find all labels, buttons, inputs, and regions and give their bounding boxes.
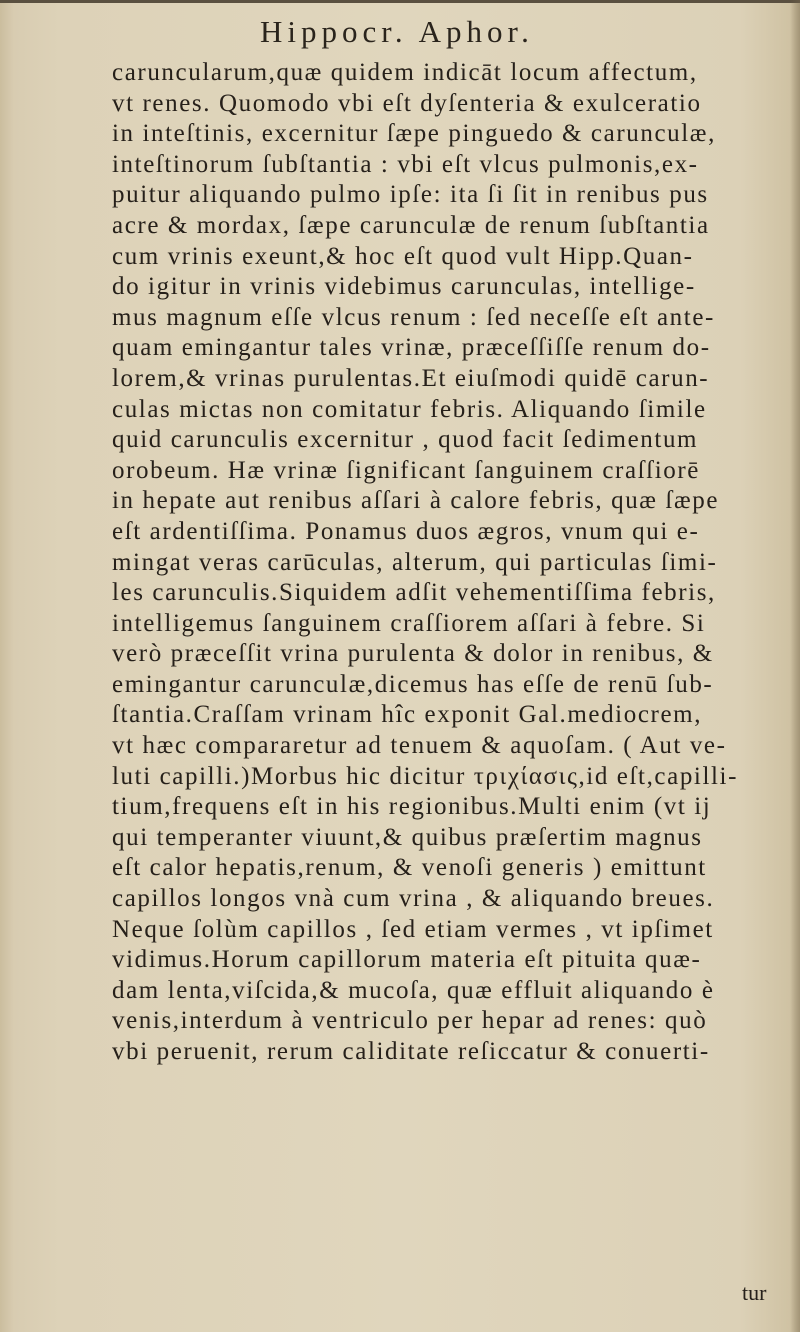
text-line: vt renes. Quomodo vbi eſt dyſenteria & exulceratio <box>112 89 702 117</box>
text-line: vbi peruenit, rerum caliditate reſiccatur & conuerti- <box>112 1038 710 1065</box>
text-line: capillos longos vnà cum vrina , & aliquando breues. <box>112 885 715 913</box>
text-line: emingantur carunculæ,dicemus has eſſe de renū ſub- <box>112 670 714 698</box>
text-line: inteſtinorum ſubſtantia : vbi eſt vlcus pulmonis,ex- <box>112 150 699 178</box>
text-line: eſt ardentiſſima. Ponamus duos ægros, vnum qui e- <box>112 517 700 545</box>
text-line: mus magnum eſſe vlcus renum : ſed neceſſe eſt ante- <box>112 303 715 331</box>
page-edge <box>790 0 800 1332</box>
text-line: puitur aliquando pulmo ipſe: ita ſi ſit in renibus pus <box>112 181 709 209</box>
text-line: intelligemus ſanguinem craſſiorem aſſari à febre. Si <box>112 609 706 637</box>
text-line: eſt calor hepatis,renum, & venoſi generis ) emittunt <box>112 854 707 882</box>
text-line: culas mictas non comitatur febris. Aliquando ſimile <box>112 395 707 423</box>
text-line: quam emingantur tales vrinæ, præceſſiſſe renum do- <box>112 334 711 362</box>
text-line: vt hæc compararetur ad tenuem & aquoſam. ( Aut ve- <box>112 732 727 760</box>
text-line: dam lenta,viſcida,& mucoſa, quæ effluit aliquando è <box>112 976 715 1004</box>
top-rule <box>0 0 800 3</box>
text-line: quid carunculis excernitur , quod facit ſedimentum <box>112 426 699 454</box>
text-line: venis,interdum à ventriculo per hepar ad renes: quò <box>112 1007 708 1035</box>
body-text <box>112 58 794 1068</box>
text-line: do igitur in vrinis videbimus carunculas, intellige- <box>112 273 696 301</box>
catchword: tur <box>742 1280 767 1305</box>
text-line: vidimus.Horum capillorum materia eſt pituita quæ- <box>112 946 702 974</box>
text-line: orobeum. Hæ vrinæ ſignificant ſanguinem craſſiorē <box>112 456 700 484</box>
text-line: cum vrinis exeunt,& hoc eſt quod vult Hipp.Quan- <box>112 242 694 270</box>
text-line: Neque ſolùm capillos , ſed etiam vermes , vt ipſimet <box>112 915 714 943</box>
text-line: verò præceſſit vrina purulenta & dolor in renibus, & <box>112 640 714 668</box>
text-line: qui temperanter viuunt,& quibus præſertim magnus <box>112 823 703 851</box>
text-line: les carunculis.Siquidem adſit vehementiſſima febris, <box>112 579 716 607</box>
text-line: luti capilli.)Morbus hic dicitur τριχίασις,id eſt,capilli- <box>112 762 739 790</box>
text-line: lorem,& vrinas purulentas.Et eiuſmodi quidē carun- <box>112 364 710 392</box>
text-line: acre & mordax, ſæpe carunculæ de renum ſubſtantia <box>112 211 710 239</box>
text-line: tium,frequens eſt in his regionibus.Multi enim (vt ij <box>112 793 712 821</box>
text-line: mingat veras carūculas, alterum, qui particulas ſimi- <box>112 548 718 576</box>
text-line: caruncularum,quæ quidem indicāt locum affectum, <box>112 59 698 86</box>
text-line: ſtantia.Craſſam vrinam hîc exponit Gal.mediocrem, <box>112 701 703 729</box>
running-head: Hippocr. Aphor. <box>260 14 534 49</box>
text-line: in inteſtinis, excernitur ſæpe pinguedo & carunculæ, <box>112 120 716 148</box>
text-line: in hepate aut renibus aſſari à calore febris, quæ ſæpe <box>112 487 720 515</box>
